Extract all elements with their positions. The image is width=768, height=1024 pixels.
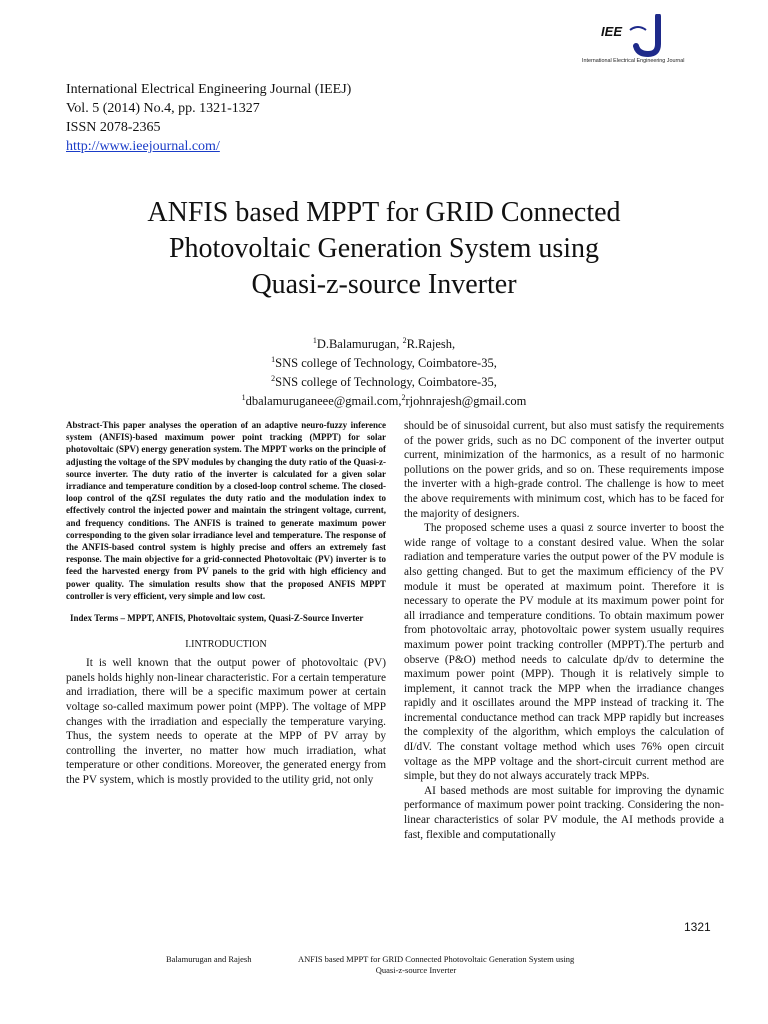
logo-mark-icon <box>628 14 678 58</box>
affiliation-2-text: SNS college of Technology, Coimbatore-35, <box>275 375 497 390</box>
author-emails <box>180 390 588 409</box>
affiliation-2 <box>180 371 588 390</box>
email-1: dbalamuruganeee@gmail.com, <box>245 394 402 409</box>
section-heading-introduction: I.INTRODUCTION <box>185 639 267 651</box>
affiliation-2-sup: 2 <box>271 374 276 384</box>
email-1-sup: 1 <box>241 393 246 403</box>
paper-title <box>80 195 688 303</box>
page-number: 1321 <box>684 920 711 934</box>
journal-url-link[interactable]: http://www.ieejournal.com/ <box>66 139 220 154</box>
journal-issn: ISSN 2078-2365 <box>66 120 161 135</box>
affiliation-1 <box>180 352 588 371</box>
author-1-name: D.Balamurugan, <box>316 337 403 352</box>
journal-logo <box>582 12 722 72</box>
logo-caption: International Electrical Engineering Journal <box>582 58 685 64</box>
footer-title-line-2: Quasi-z-source Inverter <box>375 965 457 975</box>
left-column <box>66 419 386 788</box>
intro-paragraph-continued: should be of sinusoidal current, but also must satisfy the requirements of the power grids, such as no DC component of the inverter output current, minimization of the harmonics, as a result of no harmonic pollutions on the power grids, and so on. These requirements impose the inverter with a high-grade control. The challenge is how to meet the above requirements with minimum cost, which has to be faced for the majority of designers. <box>404 420 724 520</box>
footer-title <box>298 954 638 976</box>
author-2-sup: 2 <box>402 336 407 345</box>
logo-letters: IEE <box>601 24 622 39</box>
title-line-2: Photovoltaic Generation System using <box>168 233 600 264</box>
author-block <box>180 333 588 410</box>
title-line-3: Quasi-z-source Inverter <box>251 269 517 300</box>
journal-info <box>66 80 351 156</box>
author-names <box>180 333 588 352</box>
intro-paragraph-1: It is well known that the output power of photovoltaic (PV) panels holds highly non-linear characteristic. For a certain temperature and irradiation, there will be a specific maximum power at certain voltage so-called maximum power point (MPP). The voltage of MPP changes with the irradiation and especially the temperature varying. Thus, the system needs to operate at the MPP of PV array by controlling the inverter, no matter how much irradiation, what temperature or other conditions. Moreover, the generated energy from the PV system, which is mostly provided to the utility grid, not only <box>66 657 386 786</box>
author-1-sup: 1 <box>312 336 317 345</box>
index-terms: Index Terms – MPPT, ANFIS, Photovoltaic system, Quasi-Z-Source Inverter <box>70 613 364 624</box>
footer-authors: Balamurugan and Rajesh <box>166 954 252 964</box>
intro-paragraph-3: AI based methods are most suitable for improving the dynamic performance of maximum power point tracking. Considering the non-linear characteristics of solar PV module, the AI methods provide a fast, flexible and computationally <box>404 784 724 841</box>
abstract: Abstract-This paper analyses the operation of an adaptive neuro-fuzzy inference system (ANFIS)-based maximum power point tracking (MPPT) for solar photovoltaic (SPV) energy generation system. The MPPT works on the principle of adjusting the voltage of the SPV modules by changing the duty ratio of the Quasi-z-source inverter. The duty ratio of the inverter is calculated for a given solar irradiance and temperature condition by a closed-loop control scheme. The closed-loop control of the qZSI regulates the duty ratio and the modulation index to effectively control the injected power and maintain the stringent voltage, current, and frequency conditions. The ANFIS is trained to generate maximum power corresponding to the given solar irradiance level and temperature. The response of the ANFIS-based control system is highly precise and offers an extremely fast response. The main objective for a grid-connected Photovoltaic (PV) inverter is to feed the harvested energy from PV panels to the grid with high efficiency and power quality. The simulation results show that the proposed ANFIS MPPT controller is very efficient, very simple and low cost. <box>66 420 386 601</box>
affiliation-1-sup: 1 <box>271 355 276 365</box>
journal-volume: Vol. 5 (2014) No.4, pp. 1321-1327 <box>66 101 260 116</box>
title-line-1: ANFIS based MPPT for GRID Connected <box>147 197 621 228</box>
author-2-name: R.Rajesh, <box>406 337 456 352</box>
footer-title-line-1: ANFIS based MPPT for GRID Connected Photovoltaic Generation System using <box>298 954 575 964</box>
affiliation-1-text: SNS college of Technology, Coimbatore-35, <box>275 356 497 371</box>
email-2: rjohnrajesh@gmail.com <box>405 394 527 409</box>
right-column <box>404 419 724 842</box>
email-2-sup: 2 <box>401 393 406 403</box>
journal-name: International Electrical Engineering Journal (IEEJ) <box>66 82 352 97</box>
intro-paragraph-2: The proposed scheme uses a quasi z source inverter to boost the wide range of voltage to a constant desired value. When the solar radiation and temperature varies the output power of the PV module is also getting changed. But to get the maximum efficiency of the PV module it must be operated at maximum point. Therefore it is necessary to operate the PV module at its maximum power point for all irradiance and temperature conditions. To obtain maximum power from photovoltaic array, photovoltaic power system usually requires maximum power point tracking controller (MPPT).The perturb and observe (P&O) method needs to calculate dp/dv to determine the maximum power point (MPP). Though it is relatively simple to implement, it cannot track the MPP when the irradiance changes rapidly and it oscillates around the MPP instead of tracking it. The incremental conductance method can track MPP rapidly but increases the complexity of the algorithm, which employs the calculation of dI/dV. The constant voltage method which uses 76% open circuit voltage as the MPP voltage and the short-circuit current method are simple, but they do not always accurately track MPPs. <box>404 522 724 783</box>
